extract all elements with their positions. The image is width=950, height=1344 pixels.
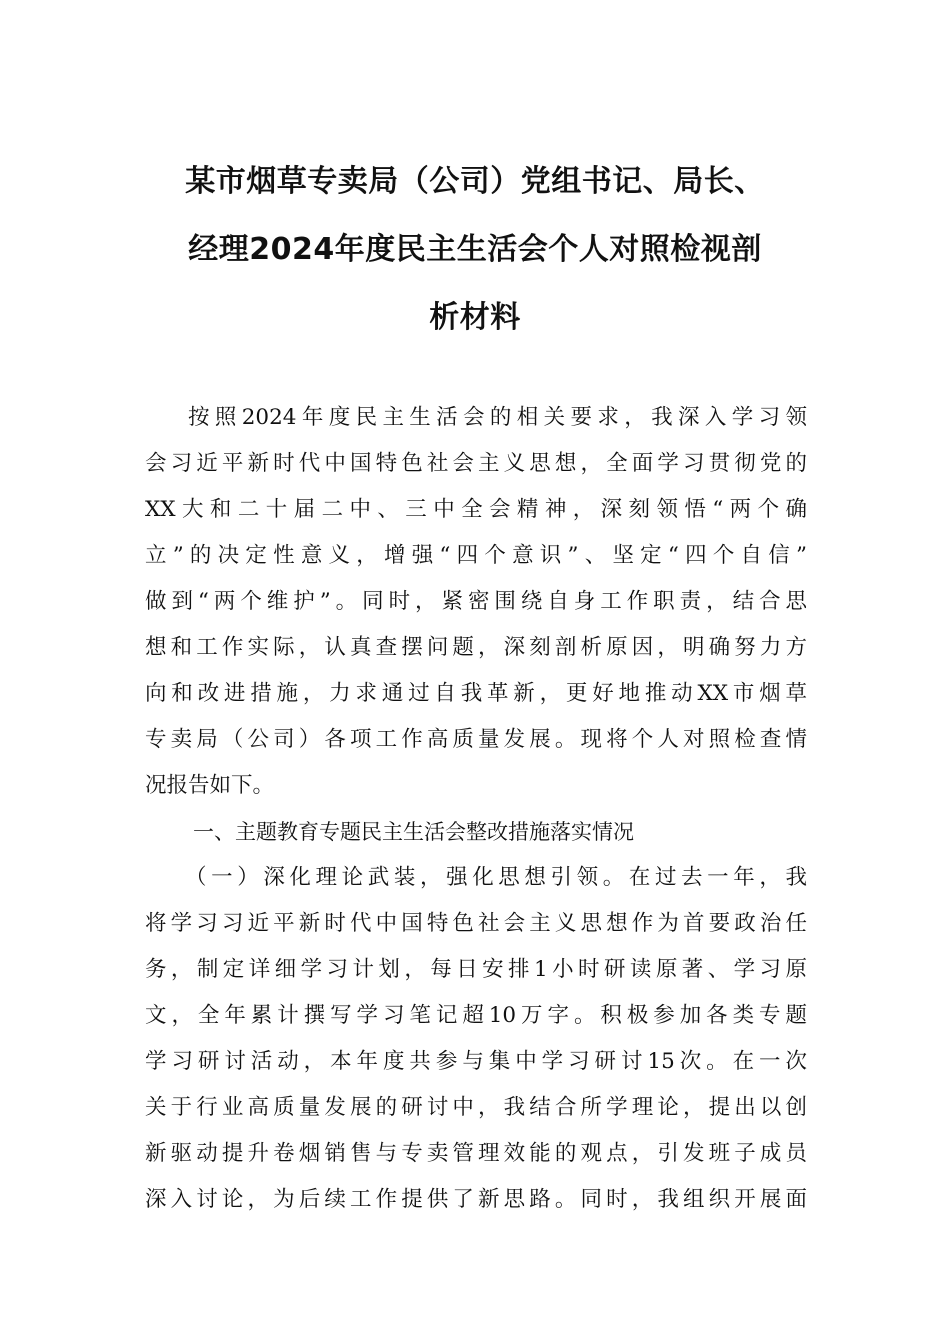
paragraph-line: 会习近平新时代中国特色社会主义思想，全面学习贯彻党的 xyxy=(145,451,807,476)
paragraph-line: 做到“两个维护”。同时，紧密围绕自身工作职责，结合思 xyxy=(145,589,807,614)
document-body xyxy=(145,395,807,1223)
paragraph-line: （一）深化理论武装，强化思想引领。在过去一年，我 xyxy=(185,865,807,890)
title-line: 某市烟草专卖局（公司）党组书记、局长、 xyxy=(185,164,765,199)
paragraph-line: 况报告如下。 xyxy=(145,773,275,798)
section-heading: 一、主题教育专题民主生活会整改措施落实情况 xyxy=(193,820,634,844)
paragraph-line: 按照2024年度民主生活会的相关要求，我深入学习领 xyxy=(188,405,807,430)
paragraph-line: 将学习习近平新时代中国特色社会主义思想作为首要政治任 xyxy=(145,911,807,936)
paragraph-line: 关于行业高质量发展的研讨中，我结合所学理论，提出以创 xyxy=(145,1095,807,1120)
paragraph-line: 向和改进措施，力求通过自我革新，更好地推动XX市烟草 xyxy=(145,681,807,706)
title-line: 析材料 xyxy=(429,300,521,335)
intro-paragraph xyxy=(145,395,807,809)
paragraph-line: 学习研讨活动，本年度共参与集中学习研讨15次。在一次 xyxy=(145,1049,807,1074)
paragraph-line: 文，全年累计撰写学习笔记超10万字。积极参加各类专题 xyxy=(145,1003,807,1028)
paragraph-line: 想和工作实际，认真查摆问题，深刻剖析原因，明确努力方 xyxy=(145,635,807,660)
document-title xyxy=(140,148,810,352)
paragraph-line: 新驱动提升卷烟销售与专卖管理效能的观点，引发班子成员 xyxy=(145,1141,807,1166)
paragraph-line: 务，制定详细学习计划，每日安排1小时研读原著、学习原 xyxy=(145,957,807,982)
paragraph-line: 立”的决定性意义，增强“四个意识”、坚定“四个自信” xyxy=(145,543,807,568)
section-paragraph xyxy=(145,855,807,1223)
title-line: 经理2024年度民主生活会个人对照检视剖 xyxy=(188,232,762,267)
paragraph-line: 专卖局（公司）各项工作高质量发展。现将个人对照检查情 xyxy=(145,727,807,752)
paragraph-line: 深入讨论，为后续工作提供了新思路。同时，我组织开展面 xyxy=(145,1187,807,1212)
paragraph-line: XX大和二十届二中、三中全会精神，深刻领悟“两个确 xyxy=(145,497,807,522)
